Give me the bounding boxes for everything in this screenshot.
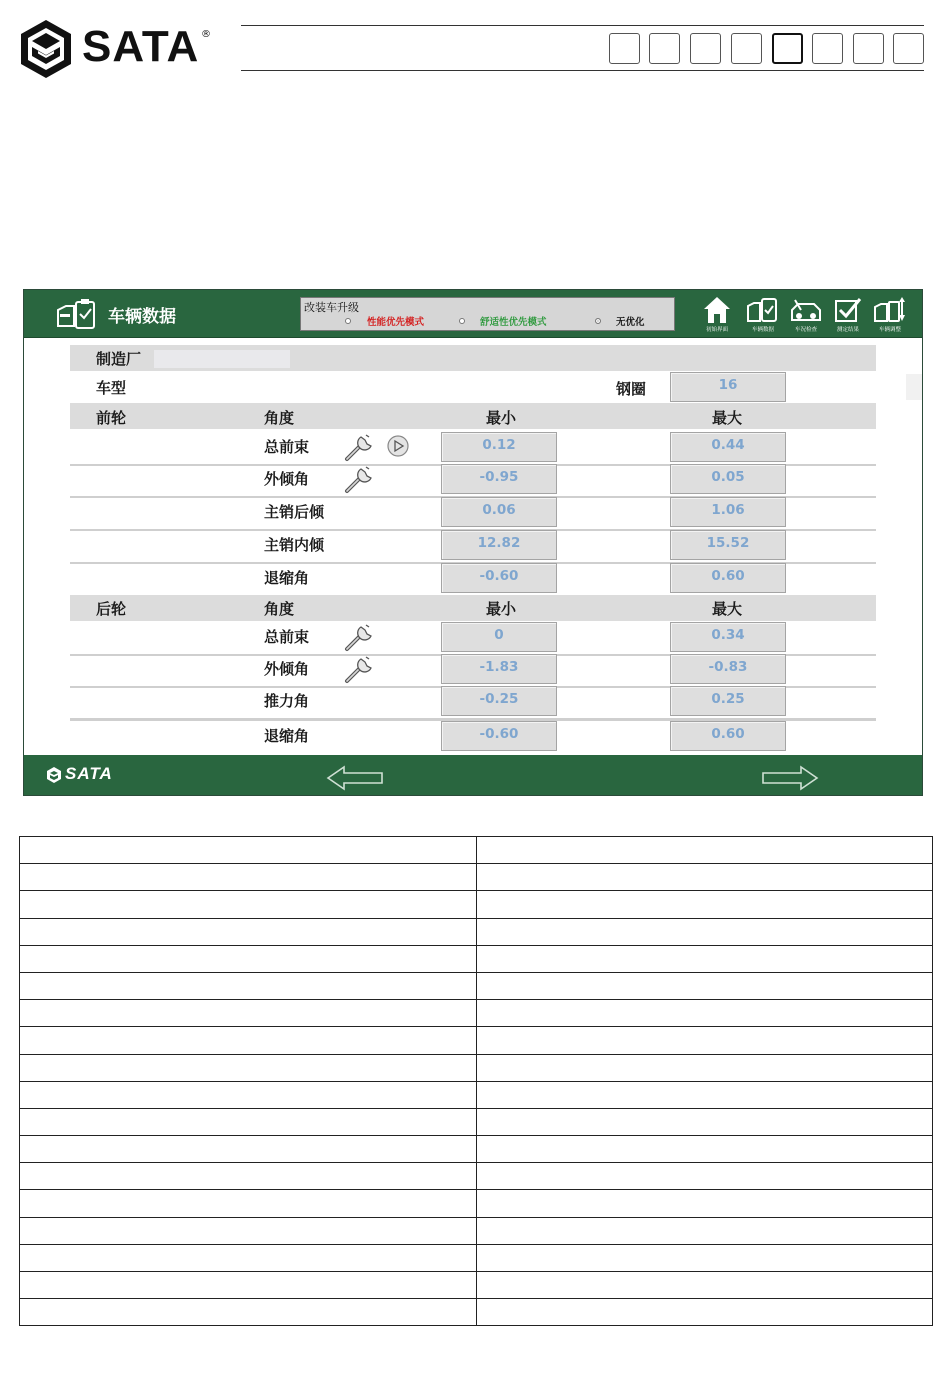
rear-wheel-label: 后轮 [96,600,127,618]
rear-min-header: 最小 [486,600,517,618]
rear-row-1-min-field[interactable]: 0 [441,622,557,652]
table-row [20,1081,933,1108]
table-row [20,1054,933,1081]
page-box-2 [649,33,680,64]
table-cell [20,1272,477,1299]
table-cell [476,918,933,945]
next-arrow-button[interactable] [761,765,819,791]
nav-result-button[interactable] [828,292,868,336]
nav-vehicle-data-button[interactable] [743,292,783,336]
front-row-4-max-field[interactable]: 15.52 [670,530,786,560]
nav-vehicle-adjust-label: 车辆调整 [878,327,901,333]
table-cell [20,1190,477,1217]
front-wheel-label: 前轮 [96,409,127,427]
footer-logo-icon [46,767,62,783]
previous-arrow-button[interactable] [326,765,384,791]
table-row [20,1244,933,1271]
table-cell [476,1054,933,1081]
home-icon [703,295,731,325]
table-row [20,864,933,891]
front-wheel-header-row [70,403,876,429]
registered-mark: ® [201,29,211,40]
table-cell [20,918,477,945]
rear-row-4-label: 退缩角 [264,727,310,745]
front-row-3-min-field[interactable]: 0.06 [441,497,557,527]
table-cell [20,1000,477,1027]
front-row-5-label: 退缩角 [264,569,310,587]
table-row [20,1108,933,1135]
table-cell [476,972,933,999]
rear-row-2-label: 外倾角 [264,660,310,678]
front-max-header: 最大 [712,409,743,427]
front-row-1-wrench-icon[interactable] [344,432,376,462]
table-row [20,1136,933,1163]
table-row [20,1027,933,1054]
front-row-1-play-icon[interactable] [386,435,410,457]
modification-upgrade-panel [300,297,675,331]
rear-row-3-max-field[interactable]: 0.25 [670,686,786,716]
nav-home-button[interactable] [697,292,737,336]
page-box-3 [690,33,721,64]
performance-mode-radio[interactable] [345,318,351,324]
front-row-5-max-field[interactable]: 0.60 [670,563,786,593]
table-row [20,945,933,972]
table-cell [476,1244,933,1271]
table-cell [476,1081,933,1108]
page-box-7 [853,33,884,64]
top-toolbar [24,290,922,338]
table-row [20,1299,933,1326]
table-row [20,918,933,945]
rear-row-3-label: 推力角 [264,692,310,710]
rear-row-3-min-field[interactable]: -0.25 [441,686,557,716]
table-cell [20,1108,477,1135]
nav-vehicle-data-label: 车辆数据 [751,327,774,333]
rear-row-4-min-field[interactable]: -0.60 [441,721,557,751]
table-cell [476,837,933,864]
vehicle-adjust-icon [874,295,906,325]
nav-vehicle-check-label: 车况检查 [794,327,817,333]
table-cell [476,1217,933,1244]
table-cell [20,891,477,918]
rear-max-header: 最大 [712,600,743,618]
table-cell [476,945,933,972]
vehicle-data-screen [23,289,923,796]
table-cell [20,837,477,864]
table-row [20,972,933,999]
table-cell [476,1190,933,1217]
performance-mode-label[interactable]: 性能优先模式 [367,317,425,328]
rim-value-field[interactable]: 16 [670,372,786,402]
rim-label: 钢圈 [616,380,647,398]
front-min-header: 最小 [486,409,517,427]
front-row-1-label: 总前束 [264,438,310,456]
table-row [20,1190,933,1217]
table-cell [476,1027,933,1054]
table-cell [20,864,477,891]
front-row-2-wrench-icon[interactable] [344,464,376,494]
table-cell [20,1244,477,1271]
page-box-8 [893,33,924,64]
table-cell [20,1217,477,1244]
front-row-2-min-field[interactable]: -0.95 [441,464,557,494]
page-box-4 [731,33,762,64]
vehicle-check-icon [789,296,823,324]
row-divider [70,719,876,721]
blank-notes-table [19,836,933,1326]
bottom-toolbar [24,755,922,795]
rear-row-1-label: 总前束 [264,628,310,646]
rear-row-1-wrench-icon[interactable] [344,622,376,652]
rear-row-2-wrench-icon[interactable] [344,654,376,684]
table-cell [20,1081,477,1108]
table-row [20,837,933,864]
rear-row-2-min-field[interactable]: -1.83 [441,654,557,684]
comfort-mode-radio[interactable] [459,318,465,324]
front-row-2-label: 外倾角 [264,470,310,488]
result-check-icon [833,296,863,324]
front-row-2-max-field[interactable]: 0.05 [670,464,786,494]
table-cell [20,1027,477,1054]
brand-wordmark: SATA [82,22,200,71]
nav-vehicle-check-button[interactable] [786,292,826,336]
vehicle-data-title-icon [56,298,98,330]
header-bottom-rule [241,70,924,71]
table-row [20,1217,933,1244]
table-cell [20,945,477,972]
front-row-1-min-field[interactable]: 0.12 [441,432,557,462]
table-cell [476,1299,933,1326]
no-optimization-label[interactable]: 无优化 [616,317,645,328]
table-row [20,1163,933,1190]
front-row-3-max-field[interactable]: 1.06 [670,497,786,527]
rear-row-4-max-field[interactable]: 0.60 [670,721,786,751]
table-row [20,1000,933,1027]
front-row-1-max-field[interactable]: 0.44 [670,432,786,462]
footer-brand: SATA [65,764,113,783]
rear-row-1-max-field[interactable]: 0.34 [670,622,786,652]
table-cell [20,1299,477,1326]
nav-vehicle-adjust-button[interactable] [870,292,910,336]
table-cell [476,864,933,891]
vehicle-data-icon [747,296,779,324]
table-cell [476,1163,933,1190]
table-cell [476,1272,933,1299]
front-row-4-label: 主销内倾 [264,536,325,554]
table-cell [20,1054,477,1081]
screen-title: 车辆数据 [108,307,176,327]
nav-home-label: 初始界面 [705,327,728,333]
front-row-4-min-field[interactable]: 12.82 [441,530,557,560]
no-optimization-radio[interactable] [595,318,601,324]
rear-row-2-max-field[interactable]: -0.83 [670,654,786,684]
header-top-rule [241,25,924,26]
front-angle-header: 角度 [264,409,295,427]
page-box-6 [812,33,843,64]
front-row-3-label: 主销后倾 [264,503,325,521]
table-cell [476,1108,933,1135]
model-label: 车型 [96,379,127,397]
table-cell [476,1136,933,1163]
nav-result-label: 测定结果 [836,327,859,333]
table-cell [476,1000,933,1027]
rear-angle-header: 角度 [264,600,295,618]
page-box-1 [609,33,640,64]
rear-wheel-header-row [70,595,876,621]
comfort-mode-label[interactable]: 舒适性优先模式 [480,317,547,328]
table-cell [20,1136,477,1163]
table-row [20,891,933,918]
table-cell [476,891,933,918]
front-row-5-min-field[interactable]: -0.60 [441,563,557,593]
table-cell [20,1163,477,1190]
page-box-5 [772,33,803,64]
table-cell [20,972,477,999]
scroll-edge [906,374,922,400]
manufacturer-field[interactable] [154,350,290,368]
table-row [20,1272,933,1299]
modification-title: 改装车升级 [304,301,359,314]
manufacturer-label: 制造厂 [96,350,142,368]
